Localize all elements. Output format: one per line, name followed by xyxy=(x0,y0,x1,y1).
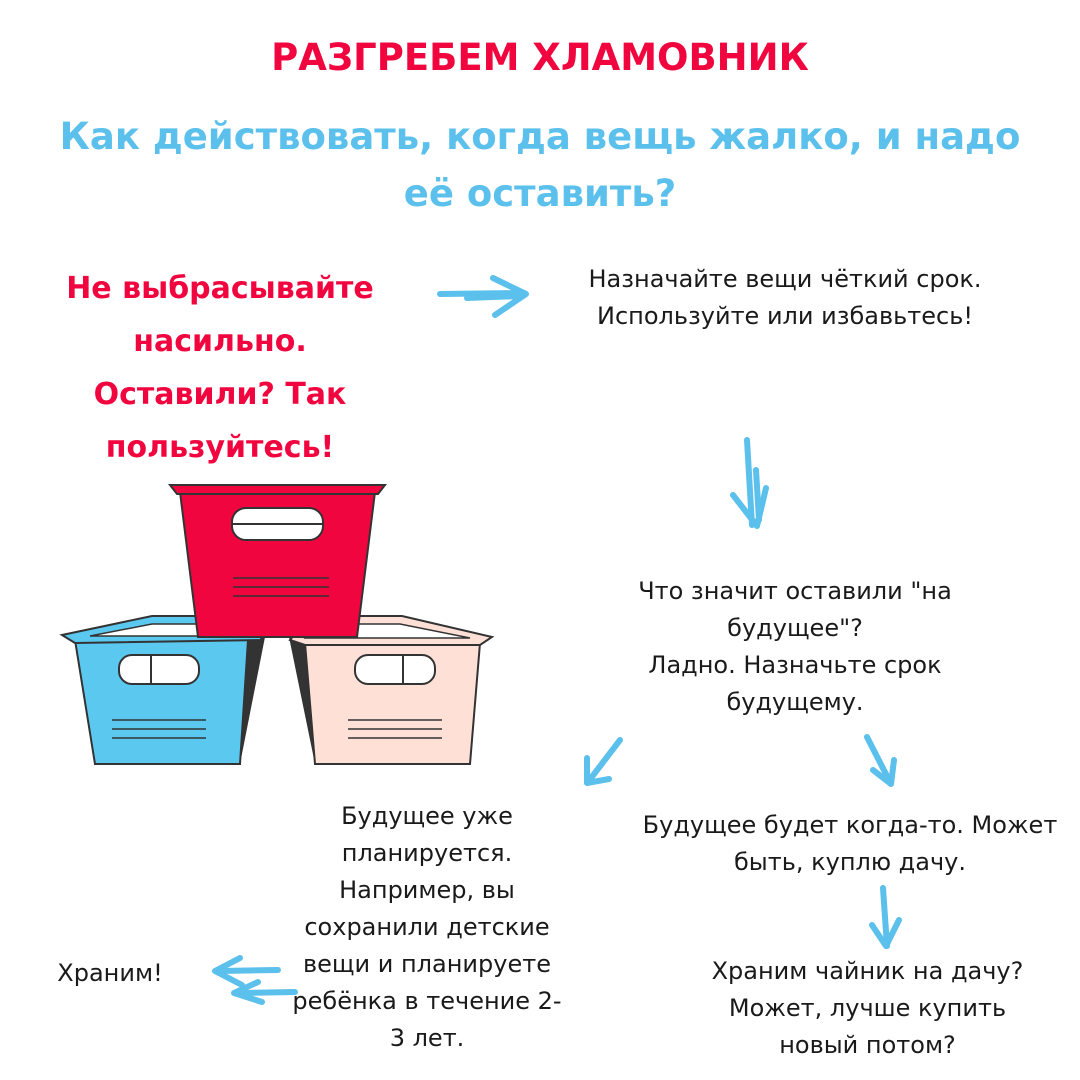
branch-line: Будущее уже xyxy=(341,802,513,830)
branch-line: ребёнка в течение 2- xyxy=(292,987,562,1015)
warning-line: насильно. xyxy=(133,324,307,359)
result-line: новый потом? xyxy=(779,1031,956,1059)
step-line: Используйте или избавьтесь! xyxy=(597,302,973,330)
branch-line: Будущее будет когда-то. Может xyxy=(642,811,1058,839)
red-box-icon xyxy=(170,485,385,637)
arrow-down-icon xyxy=(872,888,899,946)
step-line: Ладно. Назначьте срок xyxy=(648,651,942,679)
branch-line: сохранили детские xyxy=(304,913,550,941)
step-line: Назначайте вещи чёткий срок. xyxy=(588,265,982,293)
branch-line: вещи и планируете xyxy=(303,950,551,978)
arrow-down-icon xyxy=(733,440,766,526)
result-line: Храним чайник на дачу? xyxy=(711,957,1024,985)
warning-line: пользуйтесь! xyxy=(105,430,335,465)
step-line: будущему. xyxy=(726,688,864,716)
result-line: Может, лучше купить xyxy=(728,994,1007,1022)
blue-box-icon xyxy=(62,616,265,764)
result-keep-text: Храним! xyxy=(57,959,163,987)
branch-line: 3 лет. xyxy=(389,1024,465,1052)
branch-line: Например, вы xyxy=(339,876,515,904)
warning-line: Не выбрасывайте xyxy=(66,271,374,306)
branch-line: планируется. xyxy=(341,839,513,867)
subtitle: Как действовать, когда вещь жалко, и надо её оставить? xyxy=(59,115,1021,215)
arrow-right-icon xyxy=(440,278,526,315)
arrow-down-right-icon xyxy=(867,737,894,784)
step-line: Что значит оставили "на xyxy=(638,577,952,605)
title: РАЗГРЕБЕМ ХЛАМОВНИК xyxy=(271,36,809,79)
peach-box-icon xyxy=(289,616,492,764)
warning-line: Оставили? Так xyxy=(93,377,347,412)
arrow-down-left-icon xyxy=(587,740,620,783)
arrow-left-icon xyxy=(215,958,295,1002)
branch-line: быть, куплю дачу. xyxy=(733,848,966,876)
step-line: будущее"? xyxy=(727,614,863,642)
